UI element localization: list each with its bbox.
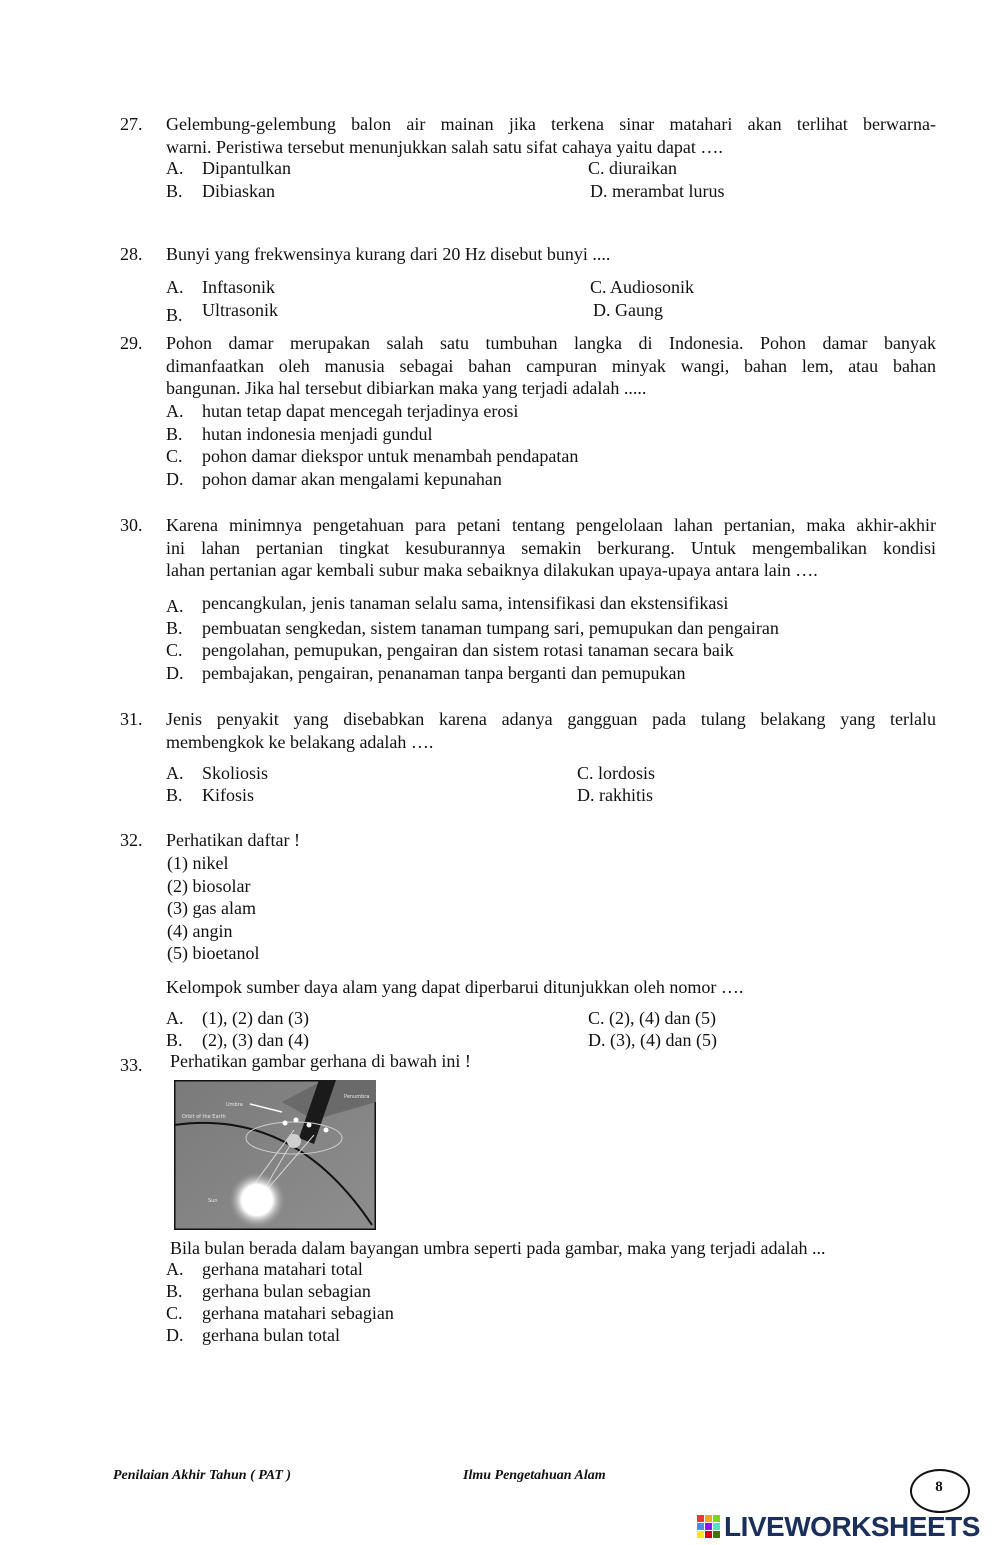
q32-list-item: (3) gas alam xyxy=(167,898,256,918)
q28-option-b[interactable] xyxy=(166,299,278,325)
option-text: pembajakan, pengairan, penanaman tanpa berganti dan pemupukan xyxy=(202,663,686,683)
option-letter: A. xyxy=(166,596,184,616)
q33-option-c[interactable] xyxy=(166,1302,394,1324)
q27-option-d[interactable]: D. merambat lurus xyxy=(590,181,725,201)
label-orbit-earth: Orbit of the Earth xyxy=(182,1114,226,1120)
q31-option-b[interactable] xyxy=(166,784,254,806)
option-text: pencangkulan, jenis tanaman selalu sama, intensifikasi dan ekstensifikasi xyxy=(202,593,729,613)
option-letter: B. xyxy=(166,785,183,805)
footer-subject: Ilmu Pengetahuan Alam xyxy=(463,1468,606,1483)
moon-icon xyxy=(324,1128,329,1133)
q33-question: Bila bulan berada dalam bayangan umbra seperti pada gambar, maka yang terjadi adalah ... xyxy=(170,1238,826,1258)
q29-option-c[interactable] xyxy=(166,445,578,467)
q33-number: 33. xyxy=(120,1055,143,1075)
q28-option-d[interactable]: D. Gaung xyxy=(593,300,663,320)
label-penumbra: Penumbra xyxy=(344,1094,370,1100)
q29-stem-line3: bangunan. Jika hal tersebut dibiarkan maka yang terjadi adalah ..... xyxy=(166,378,647,398)
q28-stem: Bunyi yang frekwensinya kurang dari 20 Hz disebut bunyi .... xyxy=(166,244,611,264)
q29-stem-line1: Pohon damar merupakan salah satu tumbuhan langka di Indonesia. Pohon damar banyak xyxy=(166,333,936,353)
moon-icon xyxy=(307,1123,312,1128)
q32-question: Kelompok sumber daya alam yang dapat diperbarui ditunjukkan oleh nomor …. xyxy=(166,977,744,997)
option-text: (2), (3) dan (4) xyxy=(202,1030,309,1050)
option-letter: B. xyxy=(166,1030,183,1050)
option-letter: A. xyxy=(166,1008,184,1028)
q33-option-b[interactable] xyxy=(166,1280,371,1302)
q27-number: 27. xyxy=(120,114,143,134)
q28-option-a[interactable] xyxy=(166,276,275,298)
page-number: 8 xyxy=(935,1479,943,1495)
option-letter: A. xyxy=(166,158,184,178)
option-letter: B. xyxy=(166,305,183,325)
q32-list-item: (5) bioetanol xyxy=(167,943,260,963)
option-letter: B. xyxy=(166,1281,183,1301)
footer-exam-title: Penilaian Akhir Tahun ( PAT ) xyxy=(113,1468,292,1483)
q32-option-c[interactable]: C. (2), (4) dan (5) xyxy=(588,1008,716,1028)
q33-option-a[interactable] xyxy=(166,1258,363,1280)
option-text: hutan indonesia menjadi gundul xyxy=(202,424,433,444)
q32-option-a[interactable] xyxy=(166,1007,309,1029)
moon-icon xyxy=(294,1118,299,1123)
q29-option-b[interactable] xyxy=(166,423,432,445)
q28-option-c[interactable]: C. Audiosonik xyxy=(590,277,695,297)
option-letter: D. xyxy=(166,1325,184,1345)
option-text: Dibiaskan xyxy=(202,181,275,201)
q33-option-d[interactable] xyxy=(166,1324,340,1346)
q32-list-item: (4) angin xyxy=(167,921,233,941)
option-text: gerhana bulan total xyxy=(202,1325,340,1345)
q32-list-item: (2) biosolar xyxy=(167,876,251,896)
option-letter: A. xyxy=(166,401,184,421)
q30-stem-line2: ini lahan pertanian tingkat kesuburannya semakin berkurang. Untuk mengembalikan kondisi xyxy=(166,538,936,558)
q30-stem-line3: lahan pertanian agar kembali subur maka sebaiknya dilakukan upaya-upaya antara lain …. xyxy=(166,560,818,580)
q27-option-c[interactable]: C. diuraikan xyxy=(588,158,677,178)
q29-stem-line2: dimanfaatkan oleh manusia sebagai bahan campuran minyak wangi, bahan lem, atau bahan xyxy=(166,356,936,376)
option-letter: A. xyxy=(166,763,184,783)
q30-option-b[interactable] xyxy=(166,617,779,639)
option-letter: D. xyxy=(166,469,184,489)
liveworksheets-logo-icon xyxy=(697,1515,721,1539)
option-text: hutan tetap dapat mencegah terjadinya erosi xyxy=(202,401,519,421)
q27-stem-line2: warni. Peristiwa tersebut menunjukkan salah satu sifat cahaya yaitu dapat …. xyxy=(166,137,723,157)
q32-option-d[interactable]: D. (3), (4) dan (5) xyxy=(588,1030,717,1050)
option-letter: B. xyxy=(166,424,183,444)
q30-stem-line1: Karena minimnya pengetahuan para petani tentang pengelolaan lahan pertanian, maka akhir-akhir xyxy=(166,515,936,535)
option-text: (1), (2) dan (3) xyxy=(202,1008,309,1028)
option-text: gerhana matahari total xyxy=(202,1259,363,1279)
q29-option-d[interactable] xyxy=(166,468,502,490)
q27-option-b[interactable] xyxy=(166,180,275,202)
eclipse-diagram xyxy=(174,1080,376,1230)
sun-icon xyxy=(229,1172,285,1228)
q33-stem: Perhatikan gambar gerhana di bawah ini ! xyxy=(170,1051,471,1071)
q32-option-b[interactable] xyxy=(166,1029,309,1051)
q31-stem-line1: Jenis penyakit yang disebabkan karena adanya gangguan pada tulang belakang yang terlalu xyxy=(166,709,936,729)
option-letter: A. xyxy=(166,277,184,297)
option-text: Skoliosis xyxy=(202,763,269,783)
option-text: pohon damar diekspor untuk menambah pendapatan xyxy=(202,446,579,466)
option-text: pengolahan, pemupukan, pengairan dan sistem rotasi tanaman secara baik xyxy=(202,640,734,660)
q32-number: 32. xyxy=(120,830,143,850)
option-text: gerhana bulan sebagian xyxy=(202,1281,371,1301)
q30-option-c[interactable] xyxy=(166,639,734,661)
option-letter: C. xyxy=(166,446,183,466)
option-text: gerhana matahari sebagian xyxy=(202,1303,394,1323)
option-text: Kifosis xyxy=(202,785,255,805)
label-umbra: Umbra xyxy=(226,1102,243,1108)
moon-icon xyxy=(283,1121,288,1126)
option-text: Inftasonik xyxy=(202,277,275,297)
q29-option-a[interactable] xyxy=(166,400,518,422)
option-letter: C. xyxy=(166,640,183,660)
option-letter: B. xyxy=(166,618,183,638)
q28-number: 28. xyxy=(120,244,143,264)
option-text: Ultrasonik xyxy=(202,300,278,320)
q27-stem-line1: Gelembung-gelembung balon air mainan jika terkena sinar matahari akan terlihat berwarna- xyxy=(166,114,936,134)
earth-icon xyxy=(287,1134,301,1148)
option-letter: B. xyxy=(166,181,183,201)
q32-list-item: (1) nikel xyxy=(167,853,229,873)
q31-option-d[interactable]: D. rakhitis xyxy=(577,785,653,805)
q30-option-d[interactable] xyxy=(166,662,685,684)
q32-stem: Perhatikan daftar ! xyxy=(166,830,300,850)
q31-number: 31. xyxy=(120,709,143,729)
option-letter: C. xyxy=(166,1303,183,1323)
option-letter: A. xyxy=(166,1259,184,1279)
option-text: pohon damar akan mengalami kepunahan xyxy=(202,469,502,489)
q30-option-a[interactable] xyxy=(166,592,728,614)
liveworksheets-brand[interactable]: LIVEWORKSHEETS xyxy=(724,1511,980,1542)
q31-option-c[interactable]: C. lordosis xyxy=(577,763,656,783)
q31-stem-line2: membengkok ke belakang adalah …. xyxy=(166,732,434,752)
option-text: Dipantulkan xyxy=(202,158,291,178)
q31-option-a[interactable] xyxy=(166,762,268,784)
label-sun: Sun xyxy=(208,1198,218,1204)
q27-option-a[interactable] xyxy=(166,157,291,179)
option-text: pembuatan sengkedan, sistem tanaman tumpang sari, pemupukan dan pengairan xyxy=(202,618,779,638)
option-letter: D. xyxy=(166,663,184,683)
q29-number: 29. xyxy=(120,333,143,353)
q30-number: 30. xyxy=(120,515,143,535)
